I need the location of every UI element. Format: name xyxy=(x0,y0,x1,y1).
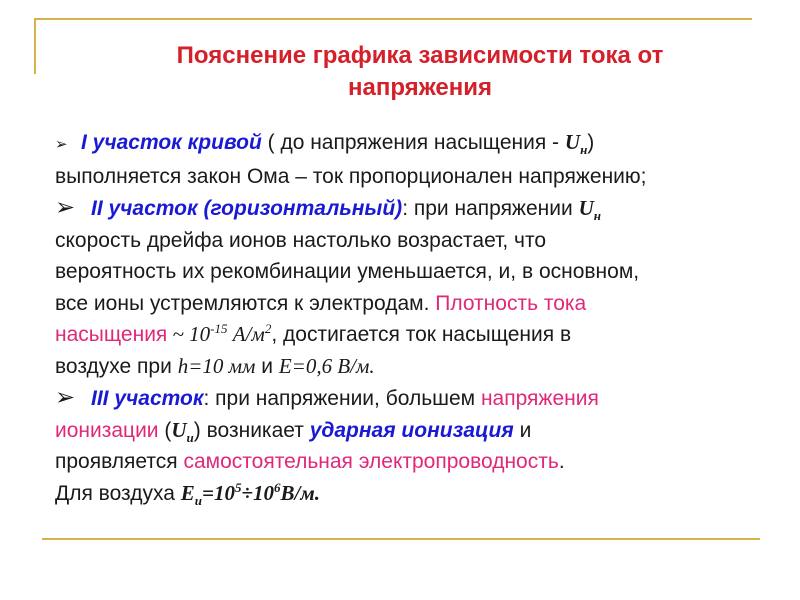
body-line-9 xyxy=(55,382,765,415)
superscript: 5 xyxy=(234,479,242,495)
text-run: проявляется xyxy=(55,450,184,473)
text-run: ( xyxy=(158,418,172,442)
text-run: все ионы устремляются к электродам. xyxy=(55,291,436,315)
slide-title xyxy=(90,40,750,104)
superscript: 2 xyxy=(264,321,272,336)
body-line-5: вероятность их рекомбинации уменьшается, и, в основном, xyxy=(55,260,640,283)
text-run: Для воздуха xyxy=(55,481,181,505)
body-line-2: выполняется закон Ома – ток пропорционален напряжению; xyxy=(55,164,647,188)
formula-run: E=0,6 В/м. xyxy=(278,353,375,378)
arrow-bullet-icon: ➢ xyxy=(55,384,76,411)
text-run: , достигается ток насыщения в xyxy=(271,323,572,346)
text-run: ) возникает xyxy=(193,418,310,442)
body-line-4: скорость дрейфа ионов настолько возрастает, что xyxy=(55,228,547,252)
subscript: н xyxy=(580,142,588,158)
title-line-1: Пояснение графика зависимости тока от xyxy=(176,42,664,69)
symbol-U: U xyxy=(171,417,187,442)
formula-run: В/м. xyxy=(280,480,320,505)
body-line-6 xyxy=(55,288,765,320)
formula-run: h=10 мм xyxy=(177,353,256,378)
frame-bottom-line xyxy=(42,538,760,540)
text-run: ) xyxy=(587,131,595,154)
section-3-term: III участок xyxy=(91,387,204,410)
text-run: ( до напряжения насыщения - xyxy=(261,131,565,154)
text-run: и xyxy=(513,418,532,442)
body-line-12 xyxy=(55,478,765,510)
highlight-text: напряжения xyxy=(480,387,599,410)
section-1-term: I участок кривой xyxy=(81,131,262,154)
body-line-11 xyxy=(55,446,765,478)
highlight-text: насыщения xyxy=(55,323,168,346)
body-line-8 xyxy=(55,351,765,383)
subscript: н xyxy=(593,208,601,224)
formula-run: А/м xyxy=(227,322,265,346)
slide-body xyxy=(55,127,765,509)
body-line-10 xyxy=(55,415,765,447)
text-run: воздухе при xyxy=(55,354,178,378)
formula-run: =10 xyxy=(202,480,235,505)
body-line-3 xyxy=(55,192,765,225)
formula-run: ÷10 xyxy=(241,480,274,505)
formula-run: ~ 10 xyxy=(167,322,211,346)
symbol-U: U xyxy=(564,130,581,154)
symbol-E: E xyxy=(180,480,195,505)
superscript: 6 xyxy=(274,479,281,495)
arrow-bullet-icon: ➢ xyxy=(55,136,68,153)
title-line-2: напряжения xyxy=(348,74,492,101)
body-line-1 xyxy=(55,127,765,161)
text-run: и xyxy=(255,354,279,378)
frame-top-line xyxy=(34,18,752,20)
impact-ionization-term: ударная ионизация xyxy=(309,418,514,442)
superscript: -15 xyxy=(210,321,228,336)
text-run: : при напряжении xyxy=(402,197,579,220)
highlight-text: самостоятельная электропроводность xyxy=(183,450,559,473)
frame-left-line xyxy=(34,18,36,74)
subscript: и xyxy=(186,429,194,445)
subscript: и xyxy=(194,492,202,508)
arrow-bullet-icon: ➢ xyxy=(55,194,76,221)
body-line-7 xyxy=(55,319,765,351)
text-run: . xyxy=(558,450,565,473)
highlight-text: Плотность тока xyxy=(435,291,587,315)
section-2-term: II участок (горизонтальный) xyxy=(91,197,403,220)
text-run: : при напряжении, большем xyxy=(203,387,481,410)
symbol-U: U xyxy=(578,196,594,220)
highlight-text: ионизации xyxy=(55,418,159,442)
